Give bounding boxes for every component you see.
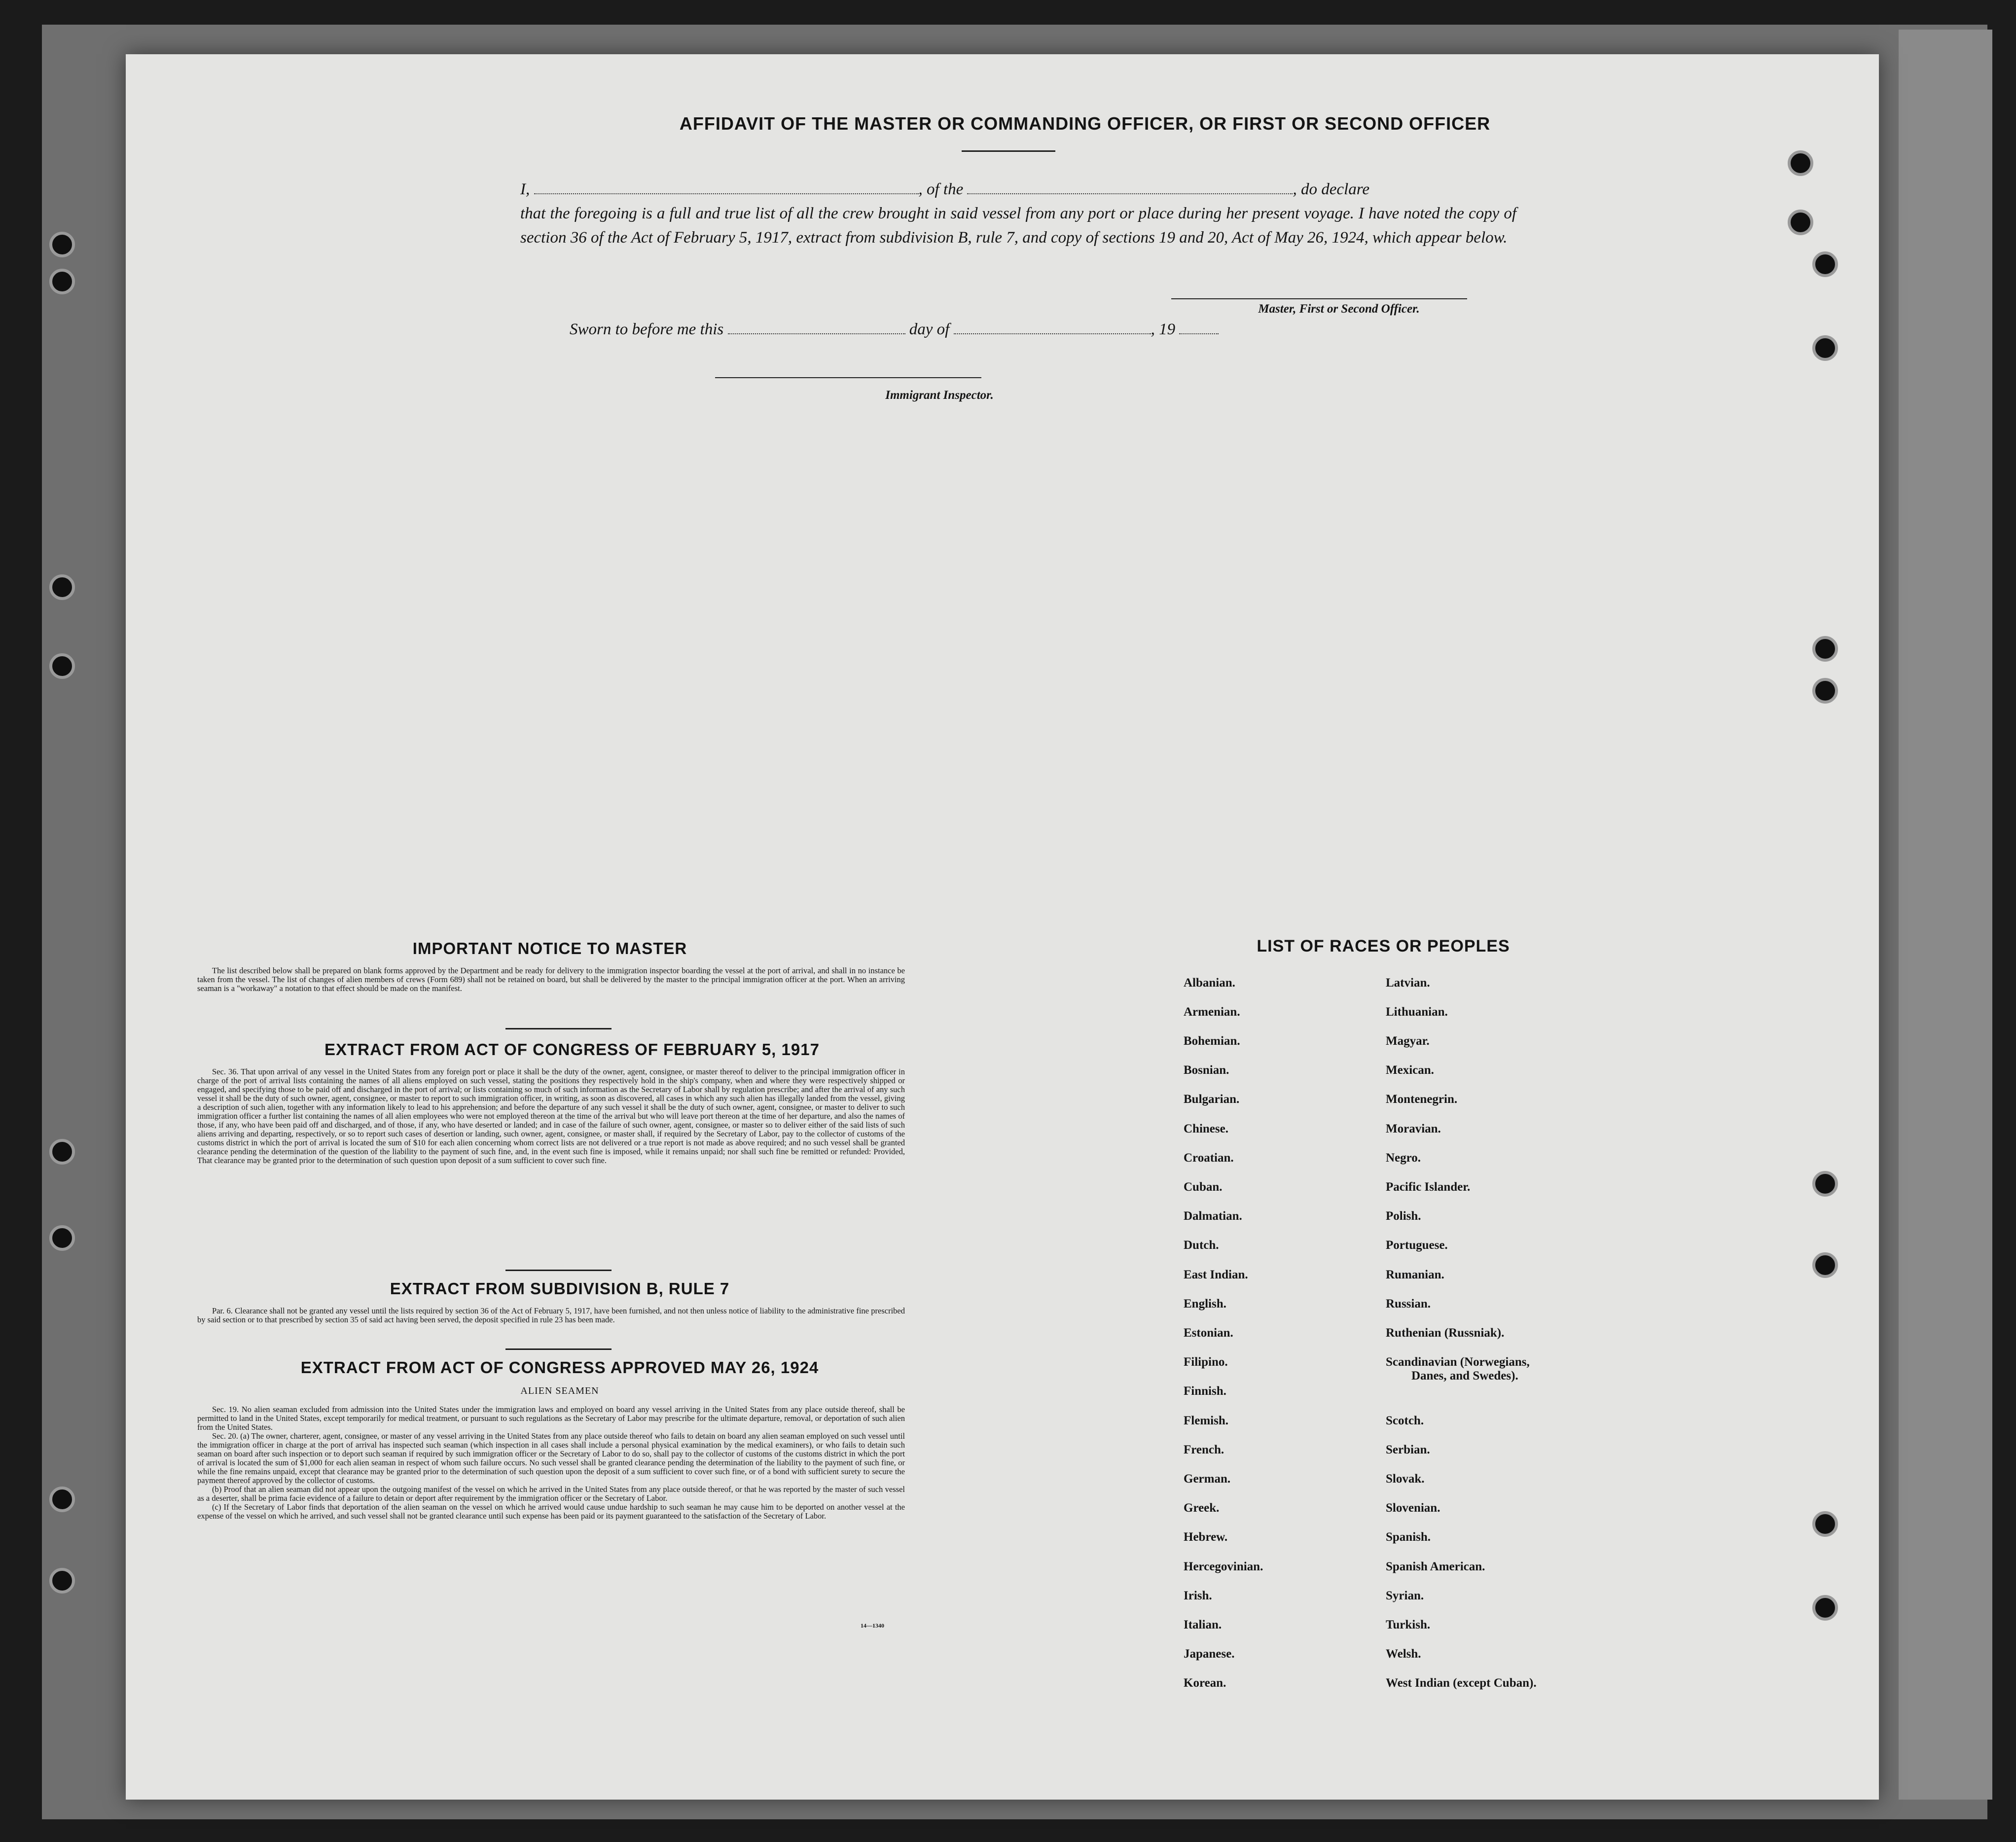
binder-hole [49, 653, 75, 679]
affidavit-title: AFFIDAVIT OF THE MASTER OR COMMANDING OFFICER, OR FIRST OR SECOND OFFICER [679, 113, 1491, 134]
officer-name-field[interactable] [534, 183, 919, 194]
race-item: Slovak. [1386, 1472, 1425, 1486]
race-item: Flemish. [1184, 1414, 1228, 1427]
sworn-day-field[interactable] [728, 323, 905, 334]
race-item: Croatian. [1184, 1151, 1234, 1165]
sworn-day-of: day of [909, 320, 950, 338]
section-20c-paragraph: (c) If the Secretary of Labor finds that deportation of the alien seaman on the vessel on which he arrived would cause undue hardship to such seaman he may cause him to be deported on another vessel at the expense of the vessel on which he arrived, and such vessel shall not be granted clearance until such expense has been paid or its payment guaranteed to the satisfaction of the Secretary of Labor. [197, 1502, 905, 1521]
race-item: Latvian. [1386, 976, 1430, 990]
form-number: 14—1340 [861, 1622, 884, 1629]
races-title: LIST OF RACES OR PEOPLES [1257, 937, 1510, 956]
binder-hole [1788, 210, 1813, 235]
notice-text [197, 966, 905, 993]
race-item: Korean. [1184, 1676, 1226, 1690]
race-item: Bulgarian. [1184, 1093, 1240, 1106]
race-item: Cuban. [1184, 1180, 1223, 1194]
race-item: Magyar. [1386, 1034, 1430, 1048]
race-item: Greek. [1184, 1501, 1220, 1515]
extract-1924-text [197, 1405, 905, 1521]
sworn-statement [570, 320, 1408, 339]
vessel-name-field[interactable] [967, 183, 1293, 194]
race-item: Bohemian. [1184, 1034, 1240, 1048]
section-divider [505, 1270, 612, 1271]
extract-1924-title: EXTRACT FROM ACT OF CONGRESS APPROVED MAY 26, 1924 [300, 1358, 819, 1377]
race-item: French. [1184, 1443, 1224, 1456]
sworn-year-prefix: , 19 [1151, 320, 1176, 338]
race-item: Hebrew. [1184, 1530, 1228, 1544]
notice-paragraph: The list described below shall be prepared on blank forms approved by the Department and be ready for delivery to the immigration inspector boarding the vessel at the port of arrival, and shall in no instance be taken from the vessel. The list of changes of alien members of crews (Form 689) shall not be retained on board, but shall be delivered by the master to the principal immigration officer at the port. When an arriving seaman is a "workaway" a notation to that effect should be made on the manifest. [197, 966, 905, 993]
affidavit-body: that the foregoing is a full and true list of all the crew brought in said vessel from any port or place during her present voyage. I have noted the copy of section 36 of the Act of February 5, 1917, extract from subdivision B, rule 7, and copy of sections 19 and 20, Act of May 26, 1924, which appear below. [520, 205, 1516, 247]
race-item: Pacific Islander. [1386, 1180, 1471, 1194]
race-item: Lithuanian. [1386, 1005, 1448, 1019]
race-item: Irish. [1184, 1589, 1212, 1602]
race-item: East Indian. [1184, 1268, 1248, 1281]
race-item: Syrian. [1386, 1589, 1424, 1602]
race-item: Polish. [1386, 1209, 1421, 1223]
race-item: Armenian. [1184, 1005, 1240, 1019]
race-item: Moravian. [1386, 1122, 1441, 1135]
binder-hole [49, 1487, 75, 1512]
race-item: West Indian (except Cuban). [1386, 1676, 1537, 1690]
race-item: Russian. [1386, 1297, 1431, 1311]
affidavit-statement [520, 177, 1516, 250]
race-item: Filipino. [1184, 1355, 1228, 1369]
paragraph-6: Par. 6. Clearance shall not be granted any vessel until the lists required by section 36 of the Act of February 5, 1917, have been furnished, and not then unless notice of liability to the administrative fine prescribed by said section or to that prescribed by section 35 of said act having been served, the deposit specified in rule 23 has been made. [197, 1306, 905, 1324]
extract-1917-title: EXTRACT FROM ACT OF CONGRESS OF FEBRUARY 5, 1917 [324, 1040, 820, 1059]
extract-1917-text [197, 1067, 905, 1165]
title-divider [962, 150, 1055, 152]
affidavit-of-the: , of the [918, 180, 964, 198]
race-item: Chinese. [1184, 1122, 1228, 1135]
binder-hole [1812, 335, 1838, 361]
binder-hole [49, 1139, 75, 1165]
binder-hole [1812, 1511, 1838, 1537]
section-divider [505, 1028, 612, 1029]
race-item: Spanish American. [1386, 1560, 1485, 1573]
race-item: Rumanian. [1386, 1268, 1444, 1281]
race-item: Finnish. [1184, 1384, 1226, 1398]
binder-hole [49, 232, 75, 257]
race-item: Dutch. [1184, 1239, 1219, 1252]
race-item: Estonian. [1184, 1326, 1233, 1340]
sworn-prefix: Sworn to before me this [570, 320, 724, 338]
binder-hole [1812, 636, 1838, 662]
affidavit-do-declare: , do declare [1293, 180, 1369, 198]
binder-hole [49, 1225, 75, 1251]
binder-hole [49, 574, 75, 600]
section-36-paragraph: Sec. 36. That upon arrival of any vessel in the United States from any foreign port or place it shall be the duty of the owner, agent, consignee, or master thereof to deliver to the principal immigration officer in charge of the port of arrival lists containing the names of all aliens employed on such vessel, stating the positions they respectively hold in the ship's company, when and where they were respectively shipped or engaged, and specifying those to be paid off and discharged in the port of arrival; or lists containing so much of such information as the Secretary of Labor shall by regulation prescribe; and after the arrival of any such vessel it shall be the duty of such owner, agent, consignee, or master to report to such immigration officer, in writing, as soon as discovered, all cases in which any such alien has illegally landed from the vessel, giving a description of such alien, together with any information likely to lead to his apprehension; and before the departure of any such vessel it shall be the duty of such owner, agent, consignee, or master to deliver to such immigration officer a further list containing the names of all alien employees who were not employed thereon at the time of the arrival but who will leave port thereon at the time of her departure, and also the names of those, if any, who have been paid off and discharged, and of those, if any, who have deserted or landed; and in case of the failure of such owner, agent, consignee, or master so to deliver either of the said lists of such aliens arriving and departing, respectively, or so to report such cases of desertion or landing, such owner, agent, consignee, or master shall, if required by the Secretary of Labor, pay to the collector of customs of the customs district in which the port of arrival is located the sum of $10 for each alien concerning whom correct lists are not delivered or a true report is not made as above required; and no such vessel shall be granted clearance pending the determination of the question of the liability to the payment of such fine, and, in the event such fine is imposed, while it remains unpaid; nor shall such fine be remitted or refunded: Provided, That clearance may be granted prior to the determination of such question upon deposit of a sum sufficient to cover such fine. [197, 1067, 905, 1165]
race-item: Dalmatian. [1184, 1209, 1242, 1223]
affidavit-pronoun: I, [520, 180, 530, 198]
race-item: Italian. [1184, 1618, 1222, 1631]
subdivision-b-text [197, 1307, 905, 1324]
section-20a-paragraph: Sec. 20. (a) The owner, charterer, agent, consignee, or master of any vessel arriving in the United States from any place outside thereof who fails to detain on board any alien seaman employed on such vessel until the immigration officer in charge at the port of arrival has inspected such seaman (which inspection in all cases shall include a personal physical examination by the medical examiners), or who fails to detain such seaman on board after such inspection or to deport such seaman if required by such immigration officer or the Secretary of Labor to do so, shall pay to the collector of customs of the customs district in which the port of arrival is located the sum of $1,000 for each alien seaman in respect of whom such failure occurs. No such vessel shall be granted clearance pending the determination of the liability to the payment of such fine, or while the fine remains unpaid, except that clearance may be granted prior to the determination of such question upon the deposit of a sum sufficient to cover such fine, or of a bond with sufficient surety to secure the payment thereof approved by the collector of customs. [197, 1431, 905, 1485]
section-20b-paragraph: (b) Proof that an alien seaman did not appear upon the outgoing manifest of the vessel on which he arrived in the United States from any place outside thereof, or that he was reported by the master of such vessel as a deserter, shall be prima facie evidence of a failure to detain or deport after requirement by the immigration officer or the Secretary of Labor. [197, 1485, 905, 1503]
notice-title: IMPORTANT NOTICE TO MASTER [412, 939, 687, 957]
race-item: Scandinavian (Norwegians, [1386, 1355, 1530, 1369]
race-item: Serbian. [1386, 1443, 1430, 1456]
binder-hole [1812, 251, 1838, 277]
signature-line[interactable] [1171, 298, 1467, 299]
race-item: Mexican. [1386, 1063, 1434, 1077]
inspector-signature-line[interactable] [715, 377, 981, 378]
binder-hole [1788, 150, 1813, 176]
subdivision-b-title: EXTRACT FROM SUBDIVISION B, RULE 7 [390, 1279, 730, 1298]
binder-hole [49, 269, 75, 294]
inspector-caption: Immigrant Inspector. [885, 389, 994, 402]
binder-hole [49, 1568, 75, 1594]
race-item: Danes, and Swedes). [1411, 1369, 1518, 1382]
section-19-paragraph: Sec. 19. No alien seaman excluded from admission into the United States under the immigration laws and employed on board any vessel arriving in the United States from any place outside thereof, shall be permitted to land in the United States, except temporarily for medical treatment, or pursuant to such regulations as the Secretary of Labor may prescribe for the ultimate departure, removal, or deportation of such alien from the United States. [197, 1405, 905, 1432]
binder-hole [1812, 1595, 1838, 1621]
alien-seamen-subtitle: ALIEN SEAMEN [520, 1385, 599, 1396]
affidavit-first-line [520, 177, 1516, 202]
race-item: Japanese. [1184, 1647, 1235, 1661]
race-item: Albanian. [1184, 976, 1235, 990]
race-item: German. [1184, 1472, 1231, 1486]
race-item: Slovenian. [1386, 1501, 1440, 1515]
binder-hole [1812, 1252, 1838, 1278]
sworn-month-field[interactable] [954, 323, 1151, 334]
race-item: English. [1184, 1297, 1226, 1311]
signature-caption: Master, First or Second Officer. [1258, 302, 1420, 316]
manifest-page [126, 54, 1879, 1800]
sworn-year-field[interactable] [1179, 323, 1219, 334]
race-item: Scotch. [1386, 1414, 1424, 1427]
section-divider [505, 1348, 612, 1350]
race-item: Welsh. [1386, 1647, 1421, 1661]
race-item: Bosnian. [1184, 1063, 1229, 1077]
race-item: Portuguese. [1386, 1239, 1448, 1252]
binder-hole [1812, 678, 1838, 704]
race-item: Montenegrin. [1386, 1093, 1458, 1106]
race-item: Spanish. [1386, 1530, 1431, 1544]
back-sheet-edge [1899, 30, 1992, 1800]
race-item: Ruthenian (Russniak). [1386, 1326, 1505, 1340]
race-item: Turkish. [1386, 1618, 1431, 1631]
race-item: Negro. [1386, 1151, 1421, 1165]
race-item: Hercegovinian. [1184, 1560, 1263, 1573]
binder-hole [1812, 1171, 1838, 1197]
